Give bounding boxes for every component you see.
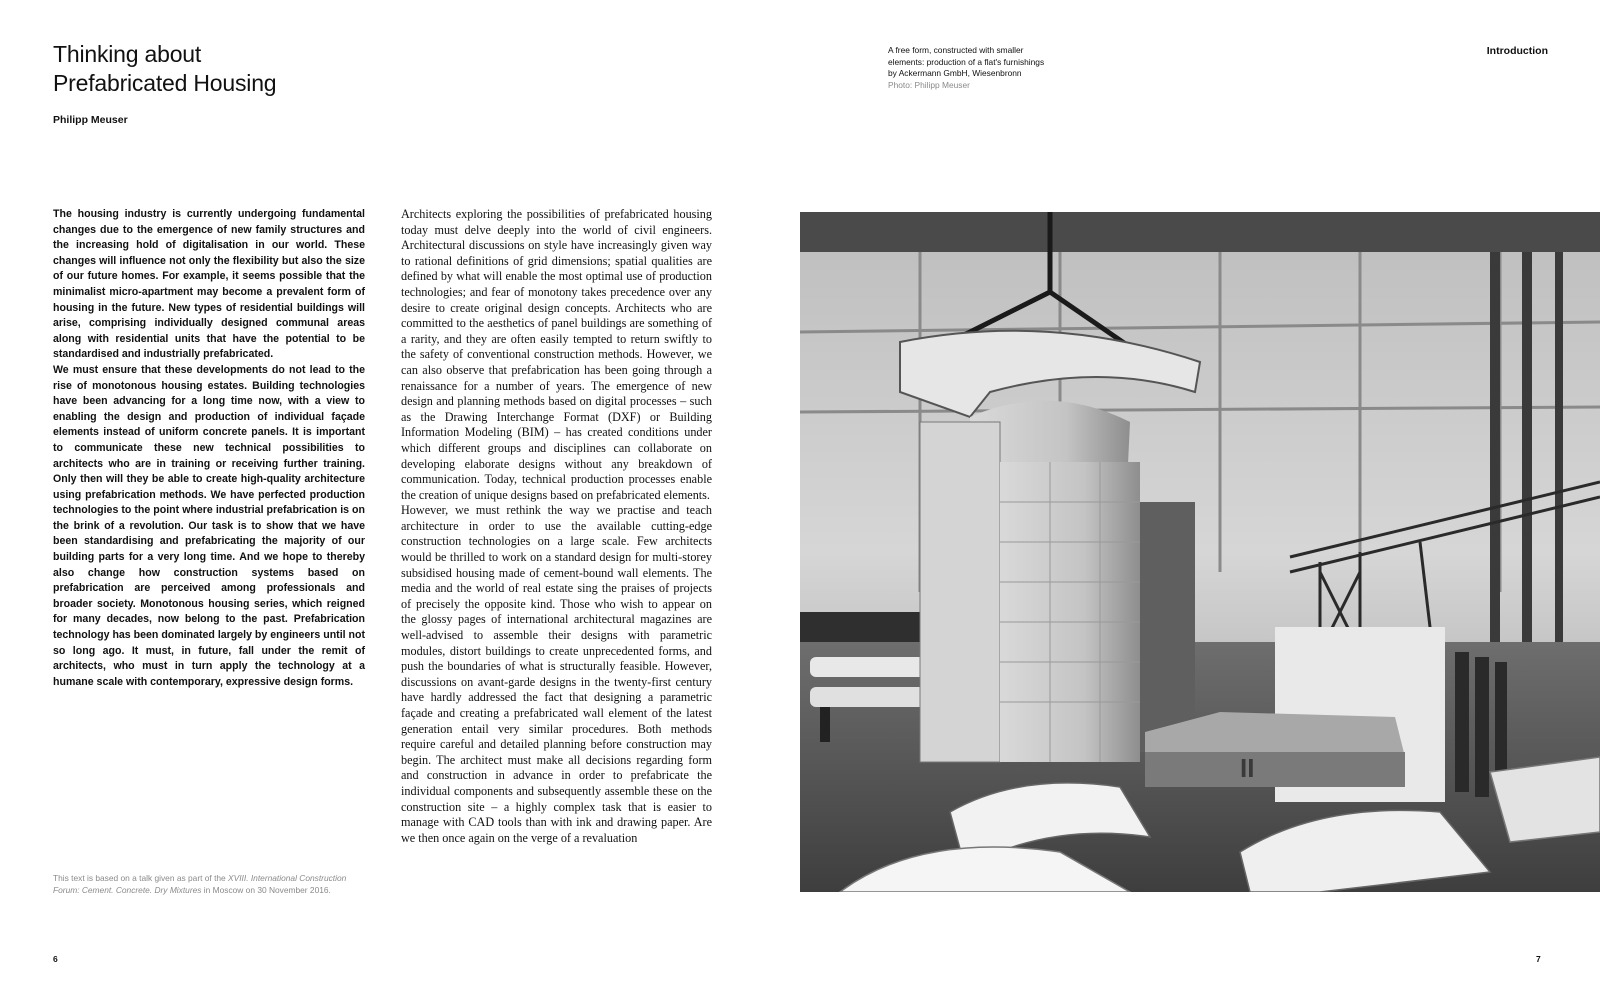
footnote xyxy=(53,873,363,896)
segmented-pillar xyxy=(1000,462,1140,762)
caption-line: elements: production of a flat's furnishings xyxy=(888,56,1045,67)
pillar-side-panel xyxy=(1140,502,1195,752)
title-line-1: Thinking about xyxy=(53,41,202,67)
section-label: Introduction xyxy=(1486,45,1548,57)
block-marking: II xyxy=(1240,753,1255,783)
concrete-block xyxy=(1145,712,1405,787)
pillar-panel-left xyxy=(920,422,1000,762)
photo-credit: Photo: Philipp Meuser xyxy=(888,79,970,90)
lead-paragraph: We must ensure that these developments do not lead to the rise of monotonous housing estates. Building technologies have been advancing for a long time now, with a view to enabling the design and production of individual façade elements instead of uniform concrete panels. It is important to communicate these new technical possibilities to architects who are in training or receiving further training. Only then will they be able to create high-quality architecture using prefabrication methods. We have perfected production technologies to the point where industrial prefabrication is on the brink of a revolution. Our task is to show that we have been standardising and prefabricating the majority of our building parts for a very long time. And we hope to thereby also change how construction systems based on prefabrication are perceived among professionals and broader society. Monotonous housing series, which reigned for many decades, now belong to the past. Prefabrication technology has been dominated largely by engineers until not so long ago. It must, in future, fall under the remit of architects, who must in turn apply the technology at a humane scale with contemporary, expressive design forms. xyxy=(53,363,365,688)
lead-paragraph: The housing industry is currently undergoing fundamental changes due to the emergence of new family structures and the increasing hold of digitalisation in our world. These changes will influence not only the flexibility but also the size of our future homes. For example, it seems possible that the minimalist micro-apartment may become a prevalent form of housing in the future. New types of residential buildings will arise, comprising individually designed communal areas along with residential units that have the potential to be standardised and industrially prefabricated. xyxy=(53,208,365,361)
body-paragraph: Architects exploring the possibilities of prefabricated housing today must delve deeply into the world of civil engineers. Architectural discussions on style have increasingly given way to rational definitions of grid dimensions; spatial qualities are defined by what will enable the most optimal use of production technologies; and fear of monotony takes precedence over any desire to create original design concepts. Architects who are committed to the aesthetics of panel buildings are something of a rarity, and they are often easily tempted to return swiftly to the safety of conventional construction methods. However, we can also observe that prefabrication has been going through a renaissance for a number of years. The emergence of new design and planning methods based on digital processes – such as the Drawing Interchange Format (DXF) or Building Information Modeling (BIM) – has created conditions under which different groups and disciplines can collaborate on developing elaborate designs without any breakdown of communication. Today, technical production processes enable the creation of unique designs based on prefabricated elements. xyxy=(401,207,712,502)
body-paragraph: However, we must rethink the way we practise and teach architecture in order to use the available cutting-edge construction technologies on a large scale. Few architects would be thrilled to work on a standard design for multi-storey subsidised housing made of cement-bound wall elements. The media and the world of real estate sing the praises of projects of precisely the opposite kind. Those who wish to appear on the glossy pages of international architectural magazines are well-advised to assemble their designs with parametric modules, distort buildings to create unprecedented forms, and push the boundaries of what is structurally feasible. However, discussions on avant-garde designs in the twenty-first century have hardly addressed the fact that designing a parametric façade and creating a prefabricated wall element of the latest generation entail very similar procedures. Both methods require careful and detailed planning before construction may begin. The architect must make all decisions regarding form and construction in advance in order to prefabricate the individual components and subsequently assemble these on the construction site – a highly complex task that is easier to manage with CAD tools than with ink and drawing paper. Are we then once again on the verge of a revaluation xyxy=(401,503,712,845)
factory-photo xyxy=(800,212,1600,892)
body-column xyxy=(401,207,712,846)
roof-beam xyxy=(800,212,1600,252)
footnote-event-title: XVIII. International Construction Forum: Cement. Concrete. Dry Mixtures xyxy=(53,873,347,895)
photo-caption xyxy=(888,45,1088,91)
footnote-text: This text is based on a talk given as part of the xyxy=(53,873,229,883)
page-number-right: 7 xyxy=(1536,954,1541,964)
title-line-2: Prefabricated Housing xyxy=(53,70,277,96)
lead-column xyxy=(53,207,365,690)
author-name: Philipp Meuser xyxy=(53,114,128,126)
article-title xyxy=(53,40,383,98)
caption-line: A free form, constructed with smaller xyxy=(888,45,1024,55)
footnote-text-end: in Moscow on 30 November 2016. xyxy=(201,884,331,895)
caption-line: by Ackermann GmbH, Wiesenbronn xyxy=(888,68,1022,78)
page-number-left: 6 xyxy=(53,954,58,964)
